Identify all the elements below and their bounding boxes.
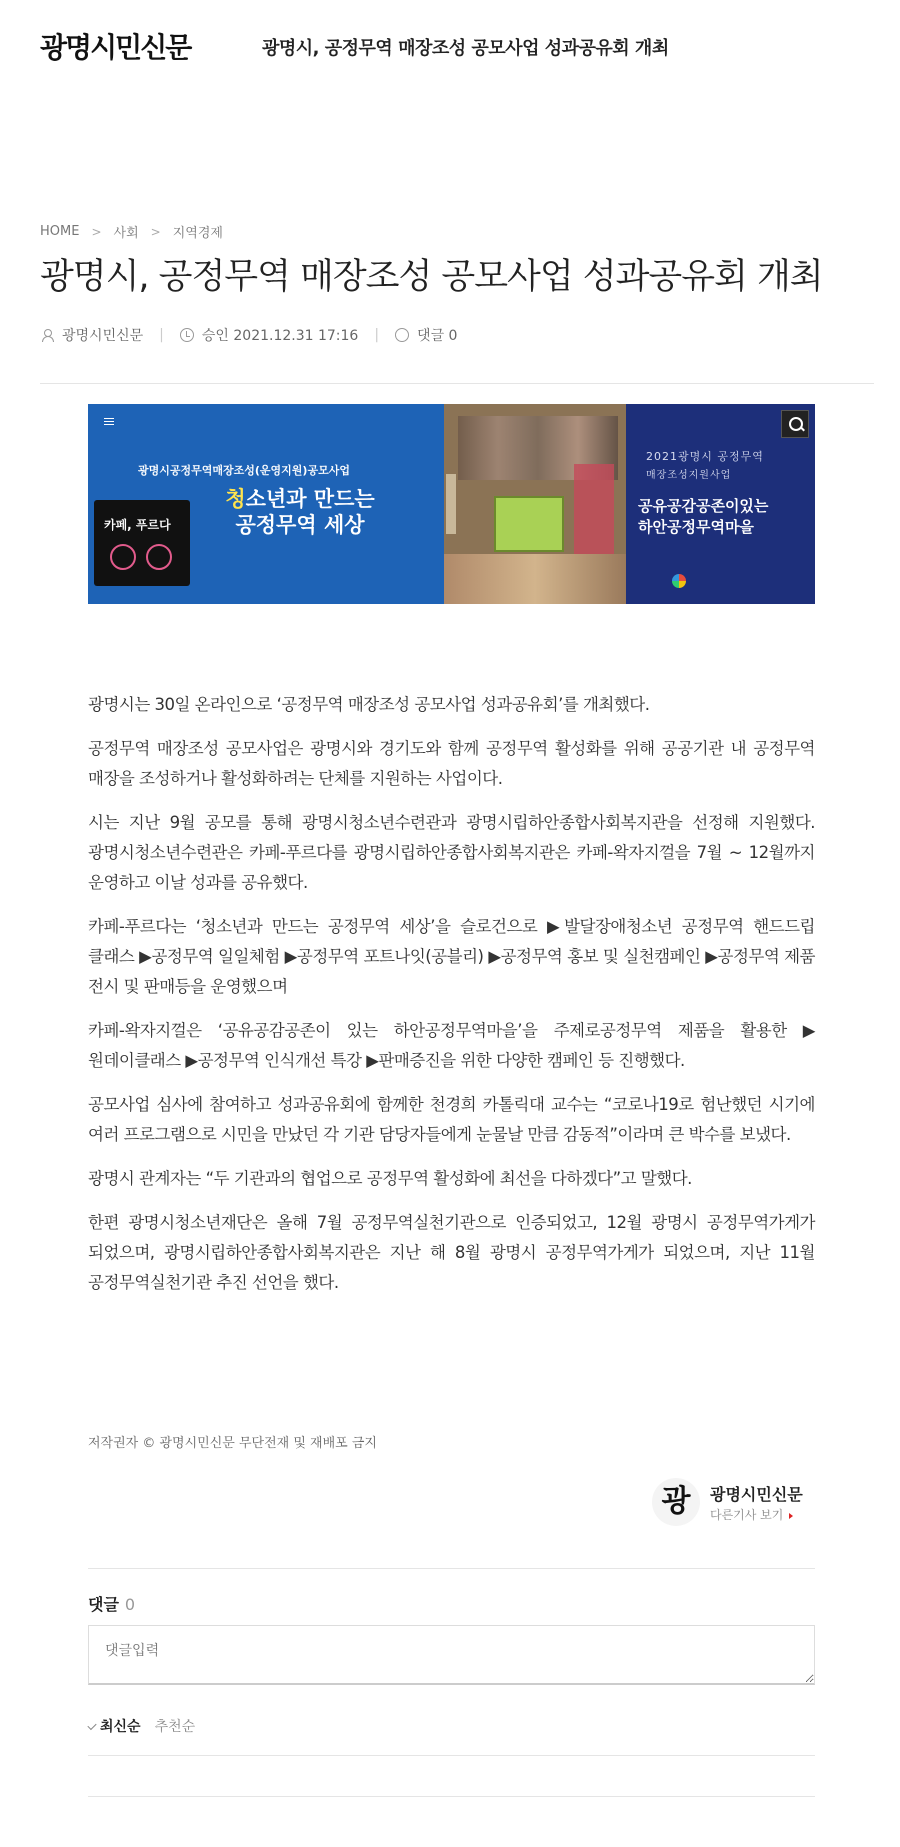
arrow-right-icon xyxy=(789,1513,793,1519)
copyright-notice: 저작권자 © 광명시민신문 무단전재 및 재배포 금지 xyxy=(88,1436,377,1451)
avatar: 광 xyxy=(652,1478,700,1526)
divider xyxy=(40,383,874,384)
reporter-card[interactable] xyxy=(652,1476,816,1528)
article-paragraph: 공모사업 심사에 참여하고 성과공유회에 함께한 천경희 카톨릭대 교수는 “코로나19로 험난했던 시기에 여러 프로그램으로 시민을 만났던 각 기관 담당자들에게 눈물날 만큼 감동적”이라며 큰 박수를 보냈다. xyxy=(88,1095,815,1144)
person-icon xyxy=(40,328,54,342)
comment-sort xyxy=(88,1716,195,1736)
photo-panel-people xyxy=(444,404,626,604)
photo-panel-poster xyxy=(88,404,444,604)
article-paragraph: 시는 지난 9월 공모를 통해 광명시청소년수련관과 광명시립하안종합사회복지관을 선정해 지원했다. 광명시청소년수련관은 카페-푸르다를 광명시립하안종합사회복지관은 카페-왁자지껄을 7월 ~ 12월까지 운영하고 이날 성과를 공유했다. xyxy=(88,813,815,892)
breadcrumb-section[interactable]: 사회 xyxy=(113,226,139,241)
menu-icon xyxy=(104,418,114,425)
divider xyxy=(88,1755,815,1756)
comment-input[interactable] xyxy=(88,1625,815,1685)
breadcrumb-separator-icon: > xyxy=(91,224,102,239)
comment-count-link[interactable]: 댓글 0 xyxy=(417,328,458,344)
face-icon xyxy=(146,544,172,570)
approved-time: 승인 2021.12.31 17:16 xyxy=(201,328,359,344)
panel-year: 2021광명시 공정무역 xyxy=(646,450,764,463)
top-bar xyxy=(0,0,900,90)
divider xyxy=(88,1568,815,1569)
table-photo xyxy=(494,496,564,552)
breadcrumb-home[interactable]: HOME xyxy=(40,224,80,239)
comments-count: 0 xyxy=(124,1595,136,1614)
people-photo xyxy=(574,464,614,554)
poster-main-text: 청소년과 만드는 공정무역 세상 xyxy=(225,487,375,537)
meta-divider: | xyxy=(159,327,164,343)
article-paragraph: 광명시 관계자는 “두 기관과의 협업으로 공정무역 활성화에 최선을 다하겠다”고 말했다. xyxy=(88,1169,692,1188)
sort-recommended-button[interactable]: 추천순 xyxy=(154,1719,196,1735)
article-paragraph: 공정무역 매장조성 공모사업은 광명시와 경기도와 함께 공정무역 활성화를 위해 공공기관 내 공정무역 매장을 조성하거나 활성화하려는 단체를 지원하는 사업이다. xyxy=(88,739,815,788)
site-logo[interactable]: 광명시민신문 xyxy=(40,31,191,64)
more-articles-link[interactable]: 다른기사 보기 xyxy=(710,1506,793,1523)
article-paragraph: 한편 광명시청소년재단은 올해 7월 공정무역실천기관으로 인증되었고, 12월 광명시 공정무역가게가 되었으며, 광명시립하안종합사회복지관은 지난 해 8월 광명시 공정무역가게가 되었으며, 지난 11월 공정무역실천기관 추진 선언을 했다. xyxy=(88,1213,815,1292)
divider xyxy=(88,1796,815,1797)
reporter-name: 광명시민신문 xyxy=(710,1485,803,1504)
meta-divider: | xyxy=(374,327,380,343)
zoom-icon[interactable] xyxy=(781,410,809,438)
face-icon xyxy=(110,544,136,570)
article-photo[interactable] xyxy=(88,404,815,604)
sticky-article-title: 광명시, 공정무역 매장조성 공모사업 성과공유회 개최 xyxy=(262,38,669,59)
panel-subtitle: 매장조성지원사업 xyxy=(646,470,732,481)
cafe-sign-title: 카페, 푸르다 xyxy=(104,518,171,532)
comments-header xyxy=(88,1592,135,1615)
breadcrumb-separator-icon: > xyxy=(150,224,161,239)
photo-panel-cafe xyxy=(626,404,815,604)
panel-main-text: 공유공감공존이있는 하안공정무역마을 xyxy=(638,497,769,536)
article-paragraph: 카페-왁자지껄은 ‘공유공감공존이 있는 하안공정무역마을’을 주제로공정무역 제품을 활용한 ▶원데이클래스 ▶공정무역 인식개선 특강 ▶판매증진을 위한 다양한 캠페인 등 진행했다. xyxy=(88,1021,815,1070)
welfare-logo-icon xyxy=(672,574,686,588)
article-body xyxy=(88,690,815,1312)
check-icon xyxy=(87,1721,96,1730)
products-photo xyxy=(444,554,626,604)
article-paragraph: 카페-푸르다는 ‘청소년과 만드는 공정무역 세상’을 슬로건으로 ▶발달장애청소년 공정무역 핸드드립 클래스 ▶공정무역 일일체험 ▶공정무역 포트나잇(공블리) ▶공정무역 홍보 및 실천캠페인 ▶공정무역 제품 전시 및 판매등을 운영했으며 xyxy=(88,917,815,996)
poster-subtitle: 광명시공정무역매장조성(운영지원)공모사업 xyxy=(138,464,350,477)
page-title: 광명시, 공정무역 매장조성 공모사업 성과공유회 개최 xyxy=(40,257,823,297)
cafe-sign xyxy=(94,500,190,586)
breadcrumb-subsection[interactable]: 지역경제 xyxy=(172,226,223,241)
article-paragraph: 광명시는 30일 온라인으로 ‘공정무역 매장조성 공모사업 성과공유회’를 개최했다. xyxy=(88,695,650,714)
banner-photo xyxy=(446,474,456,534)
article-meta xyxy=(40,325,457,345)
comments-title: 댓글 xyxy=(88,1595,119,1614)
clock-icon xyxy=(180,328,194,342)
comment-icon xyxy=(395,328,409,342)
breadcrumb xyxy=(40,222,223,241)
sort-latest-button[interactable]: 최신순 xyxy=(88,1716,141,1736)
author-name: 광명시민신문 xyxy=(62,328,144,344)
